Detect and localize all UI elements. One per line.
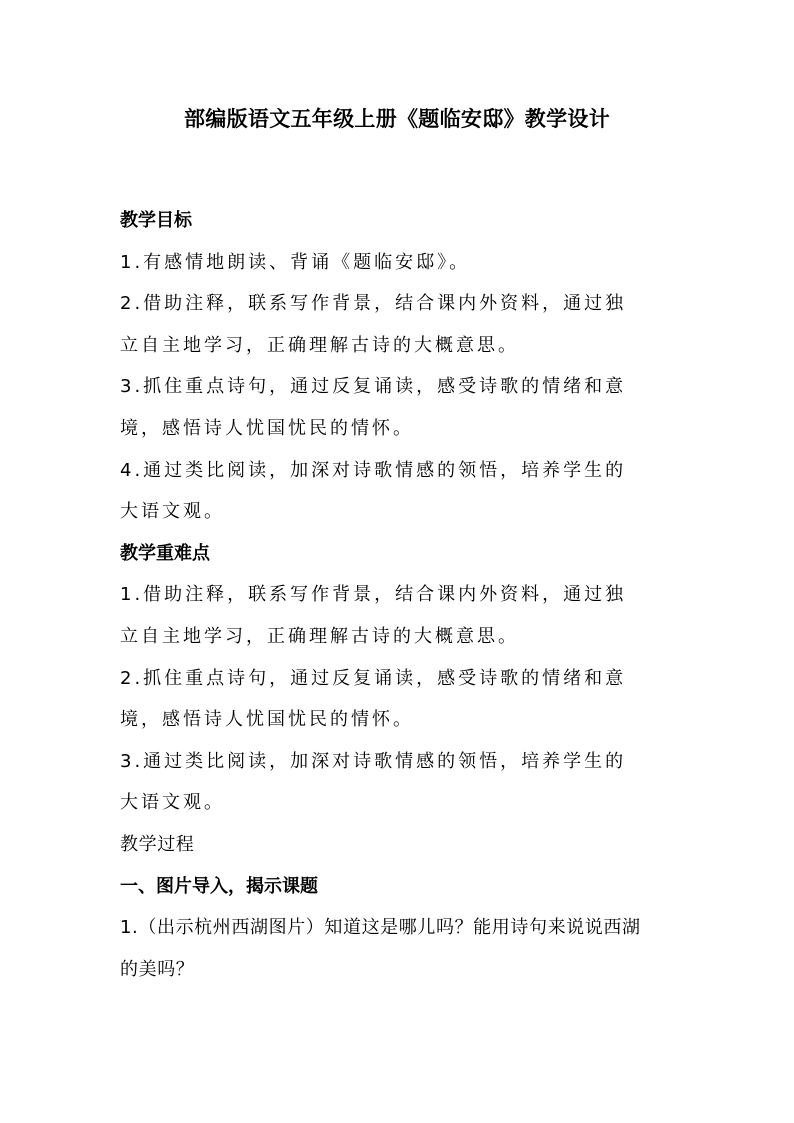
document-body <box>120 200 676 990</box>
key-point-item-continuation: 境，感悟诗人忧国忧民的情怀。 <box>120 709 414 731</box>
process-item-continuation: 的美吗？ <box>120 958 195 980</box>
key-point-item-continuation: 立自主地学习，正确理解古诗的大概意思。 <box>120 625 519 647</box>
objective-item: 4.通过类比阅读，加深对诗歌情感的领悟，培养学生的 <box>120 459 627 481</box>
objective-item-continuation: 立自主地学习，正确理解古诗的大概意思。 <box>120 334 519 356</box>
objective-item: 1.有感情地朗读、背诵《题临安邸》。 <box>120 251 471 273</box>
objective-item-continuation: 境，感悟诗人忧国忧民的情怀。 <box>120 417 414 439</box>
section-heading-process: 教学过程 <box>120 833 195 855</box>
process-item: 1.（出示杭州西湖图片）知道这是哪儿吗？能用诗句来说说西湖 <box>120 917 641 939</box>
objective-item-continuation: 大语文观。 <box>120 501 225 523</box>
subsection-heading: 一、图片导入，揭示课题 <box>120 875 318 897</box>
key-point-item-continuation: 大语文观。 <box>120 792 225 814</box>
section-heading-objectives: 教学目标 <box>120 210 192 231</box>
objective-item: 3.抓住重点诗句，通过反复诵读，感受诗歌的情绪和意 <box>120 376 627 398</box>
section-heading-key-points: 教学重难点 <box>120 542 210 564</box>
key-point-item: 3.通过类比阅读，加深对诗歌情感的领悟，培养学生的 <box>120 750 627 772</box>
objective-item: 2.借助注释，联系写作背景，结合课内外资料，通过独 <box>120 293 627 315</box>
key-point-item: 1.借助注释，联系写作背景，结合课内外资料，通过独 <box>120 584 627 606</box>
key-point-item: 2.抓住重点诗句，通过反复诵读，感受诗歌的情绪和意 <box>120 667 627 689</box>
document-title: 部编版语文五年级上册《题临安邸》教学设计 <box>184 107 610 131</box>
